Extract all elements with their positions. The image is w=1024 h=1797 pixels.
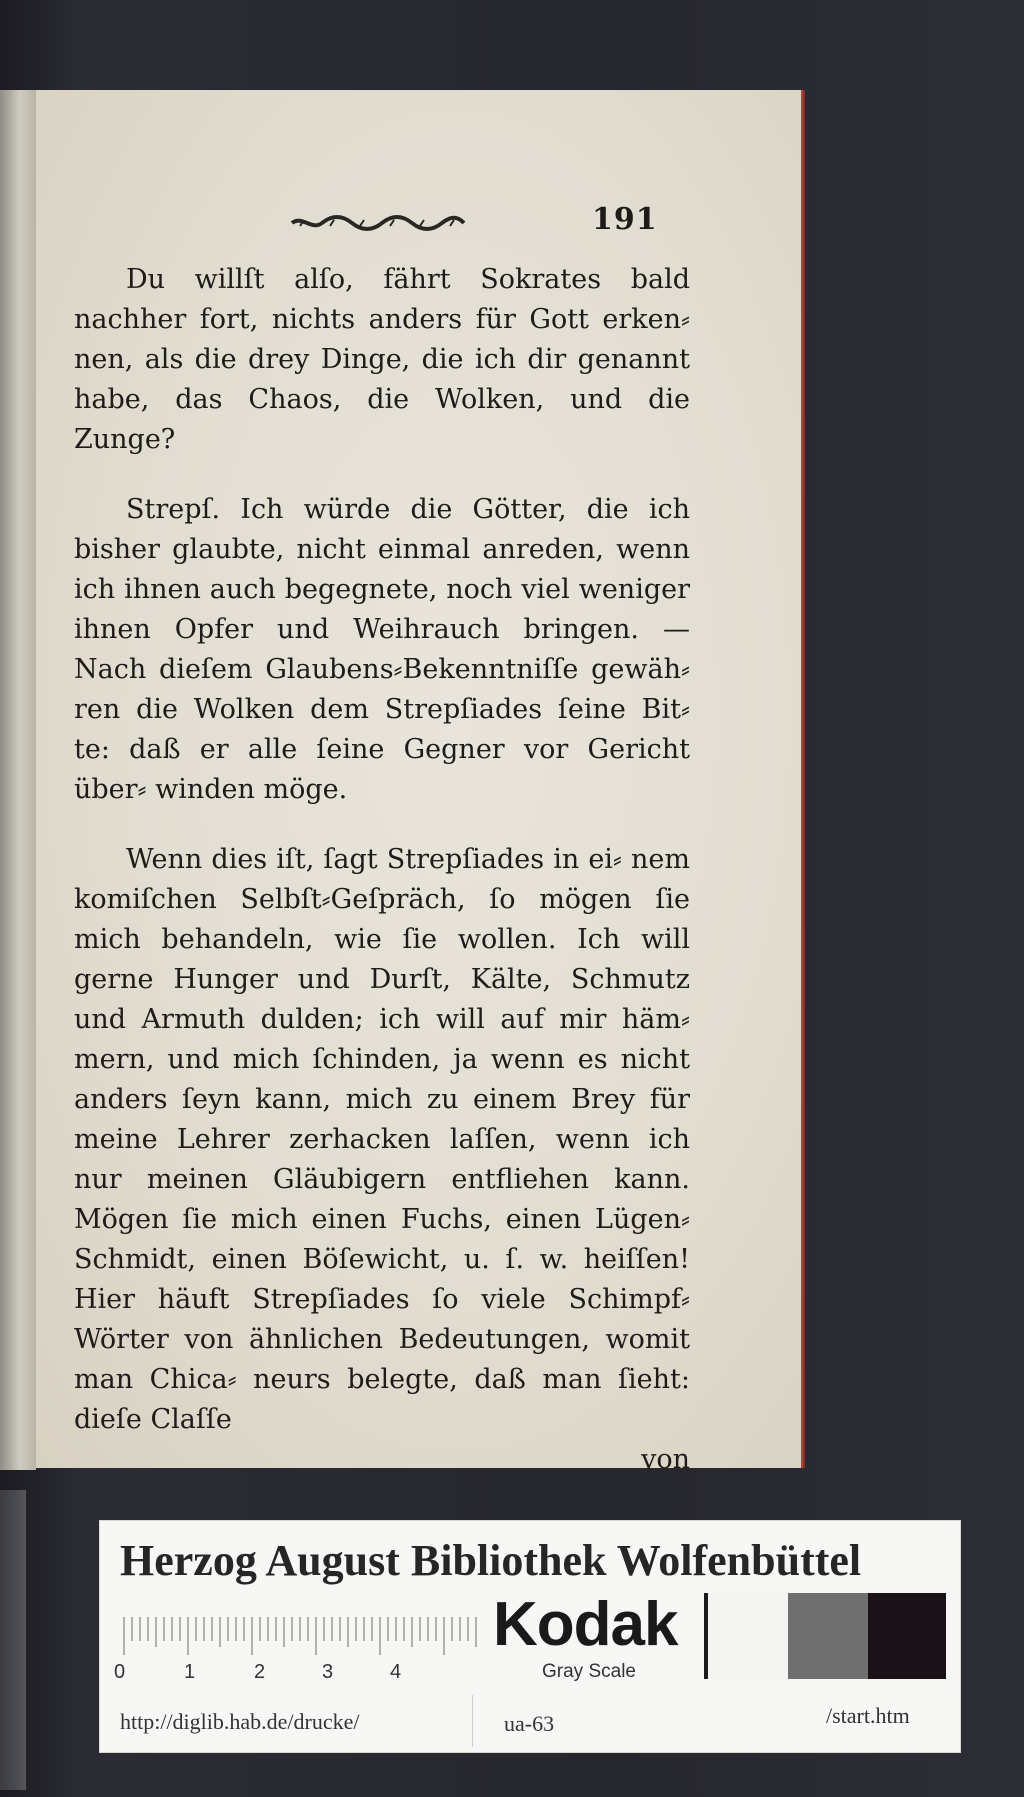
scale-ruler-icon [120, 1603, 480, 1663]
url-divider [472, 1695, 473, 1747]
page-number: 191 [592, 202, 658, 237]
start-page-url: /start.htm [826, 1703, 910, 1728]
book-page [36, 90, 801, 1475]
ruler-digit: 1 [184, 1661, 196, 1683]
paragraph: Du willſt alſo, fährt Sokrates bald nachher fort, nichts anders für Gott erken⸗ nen, als die drey Dinge, die ich dir genannt habe, das Chaos, die Wolken, und die Zunge? [74, 264, 690, 455]
catchword: von [641, 1444, 690, 1475]
body-text [74, 260, 690, 1480]
facing-page-edge [0, 90, 36, 1470]
color-calibration-card [100, 1521, 960, 1752]
binding-shadow [0, 1490, 26, 1790]
paragraph: Strepſ. Ich würde die Götter, die ich bisher glaubte, nicht einmal anreden, wenn ich ihnen auch begegnete, noch viel weniger ihnen Opfer und Weihrauch bringen. — Nach dieſem Glaubens⸗Bekenntniſſe gewäh⸗ ren die Wolken dem Strepſiades ſeine Bit⸗ te: daß er alle ſeine Gegner vor Gericht über⸗ winden möge. [74, 494, 690, 805]
gray-patch [788, 1593, 868, 1679]
library-name: Herzog August Bibliothek Wolfenbüttel [120, 1536, 862, 1585]
ruler-digit: 4 [390, 1661, 402, 1683]
ruler-digit: 3 [322, 1661, 334, 1683]
white-patch [708, 1593, 788, 1679]
header-ornament-icon [290, 214, 466, 232]
kodak-logo: Kodak [493, 1590, 678, 1659]
page-content [36, 90, 801, 1475]
digital-library-url: http://diglib.hab.de/drucke/ [120, 1709, 360, 1734]
ruler-digit: 0 [114, 1661, 126, 1683]
page-header [36, 202, 801, 242]
ruler-digit: 2 [254, 1661, 266, 1683]
call-number: ua-63 [504, 1711, 555, 1736]
black-patch [868, 1593, 946, 1679]
paragraph: Wenn dies iſt, ſagt Strepſiades in ei⸗ nem komiſchen Selbſt⸗Geſpräch, ſo mögen ſie mich behandeln, wie ſie wollen. Ich will gerne Hunger und Durſt, Kälte, Schmutz und Armuth dulden; ich will auf mir häm⸗ mern, und mich ſchinden, ja wenn es nicht anders ſeyn kann, mich zu einem Brey für meine Lehrer zerhacken laſſen, wenn ich nur meinen Gläubigern entfliehen kann. Mögen ſie mich einen Fuchs, einen Lügen⸗Schmidt, einen Böſewicht, u. ſ. w. heiſſen! Hier häuft Strepſiades ſo viele Schimpf⸗Wörter von ähnlichen Bedeutungen, womit man Chica⸗ neurs belegte, daß man ſieht: dieſe Claſſe [74, 844, 690, 1435]
gray-scale-label: Gray Scale [542, 1661, 636, 1682]
